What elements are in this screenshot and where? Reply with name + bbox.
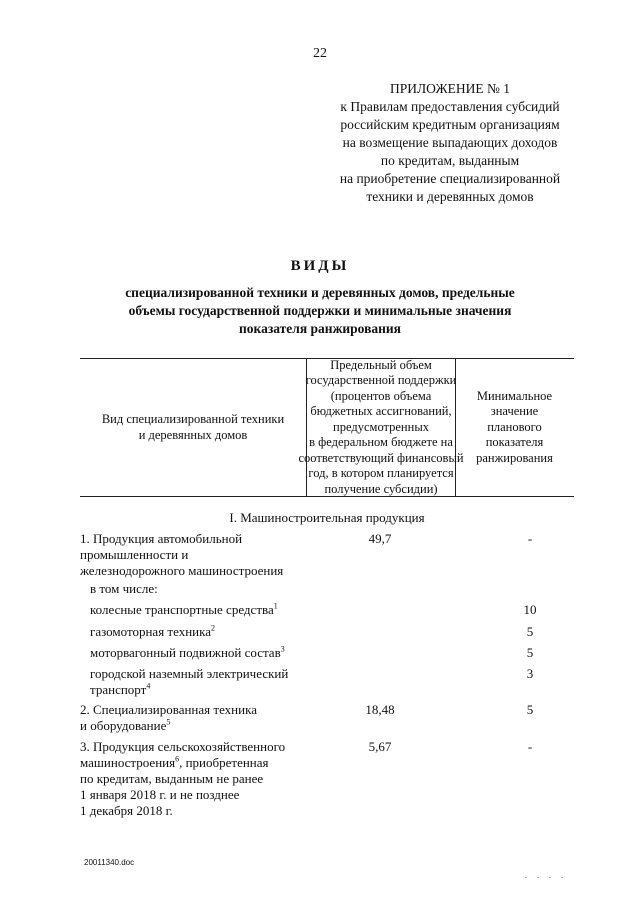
header-line: и деревянных домов (138, 427, 248, 442)
footnote-ref: 1 (273, 601, 278, 611)
table-header (80, 358, 574, 497)
subtitle-line: специализированной техники и деревянных домов, предельные (125, 285, 515, 300)
row-label-line: 1 января 2018 г. и не позднее (80, 787, 240, 802)
document-subtitle (0, 284, 640, 338)
row-label-text: и оборудование (80, 718, 167, 733)
row-label-text: моторвагонный подвижной состав (90, 645, 281, 660)
header-line: Предельный объем (330, 357, 432, 372)
row-label-text: , приобретенная (179, 755, 269, 770)
row-label (90, 624, 310, 640)
header-cell-type (80, 359, 306, 496)
document-title: ВИДЫ (290, 258, 350, 274)
row-label (90, 645, 310, 661)
appendix-line: российским кредитным организациям (340, 117, 560, 132)
row-label-line (90, 682, 310, 698)
header-line: планового (487, 419, 542, 434)
row-min-value: 5 (526, 645, 534, 660)
header-line: Вид специализированной техники (101, 412, 285, 426)
row-min-value: - (527, 531, 533, 546)
row-support-value: 49,7 (368, 531, 392, 546)
row-min-value: - (527, 739, 533, 754)
header-line: значение (490, 404, 539, 419)
row-support-value: 18,48 (365, 702, 395, 717)
header-cell-min-value (455, 359, 574, 496)
appendix-title: ПРИЛОЖЕНИЕ № 1 (389, 81, 511, 96)
row-label-line: по кредитам, выданным не ранее (80, 771, 264, 786)
appendix-line: на приобретение специализированной (339, 171, 561, 186)
footnote-ref: 5 (166, 717, 171, 727)
row-label-line (80, 718, 310, 734)
header-line: (процентов объема (330, 388, 432, 403)
row-support-value: 5,67 (368, 739, 392, 754)
row-label-text: колесные транспортные средства (90, 602, 274, 617)
row-min-value: 3 (526, 666, 534, 681)
footnote-ref: 6 (175, 754, 180, 764)
footnote-ref: 2 (211, 623, 216, 633)
row-label-line: в том числе: (90, 581, 158, 596)
row-min-value: 5 (526, 702, 534, 717)
row-min-value: 10 (523, 602, 537, 617)
row-label (80, 739, 310, 819)
footer-filename: 20011340.doc (84, 858, 135, 867)
footnote-ref: 4 (146, 681, 151, 691)
header-line: бюджетных ассигнований, (310, 404, 452, 419)
appendix-line: по кредитам, выданным (380, 153, 520, 168)
header-line: Минимальное (476, 388, 553, 403)
appendix-line: на возмещение выпадающих доходов (342, 135, 558, 150)
row-label-line (80, 755, 310, 771)
appendix-block (300, 80, 600, 206)
header-line: показателя (485, 435, 544, 450)
appendix-line: техники и деревянных домов (366, 189, 534, 204)
row-label-text: транспорт (90, 682, 147, 697)
row-label-text: машиностроения (80, 755, 176, 770)
row-label (90, 602, 310, 618)
row-min-value: 5 (526, 624, 534, 639)
header-line: получение субсидии) (324, 481, 438, 496)
header-line: в федеральном бюджете на (309, 435, 453, 450)
row-label (90, 581, 310, 597)
row-label-line (90, 645, 310, 661)
row-label-line (90, 624, 310, 640)
row-label-line (90, 602, 310, 618)
row-label-line: 1. Продукция автомобильной (80, 531, 243, 546)
row-label-line: 3. Продукция сельскохозяйственного (80, 739, 286, 754)
row-label-line: 2. Специализированная техника (80, 702, 257, 717)
row-label-line: железнодорожного машиностроения (80, 563, 284, 578)
row-label (90, 666, 310, 698)
row-label (80, 702, 310, 734)
appendix-line: к Правилам предоставления субсидий (340, 99, 560, 114)
subtitle-line: объемы государственной поддержки и минимальные значения (128, 303, 512, 318)
row-label-line: городской наземный электрический (90, 666, 289, 681)
header-cell-support-volume (298, 357, 464, 496)
section-title: I. Машиностроительная продукция (229, 510, 425, 525)
header-line: предусмотренных (333, 419, 429, 434)
header-line: год, в котором планируется (308, 466, 454, 481)
row-label (80, 531, 310, 579)
row-label-text: газомоторная техника (90, 624, 212, 639)
subtitle-line: показателя ранжирования (239, 321, 401, 336)
page-number: 22 (313, 46, 327, 61)
row-label-line: 1 декабря 2018 г. (80, 803, 173, 818)
header-line: ранжирования (476, 450, 553, 465)
header-line: государственной поддержки (305, 373, 457, 388)
footer-marks: . . . . (525, 871, 567, 880)
footnote-ref: 3 (280, 644, 285, 654)
header-line: соответствующий финансовый (298, 450, 464, 465)
row-label-line: промышленности и (80, 547, 189, 562)
